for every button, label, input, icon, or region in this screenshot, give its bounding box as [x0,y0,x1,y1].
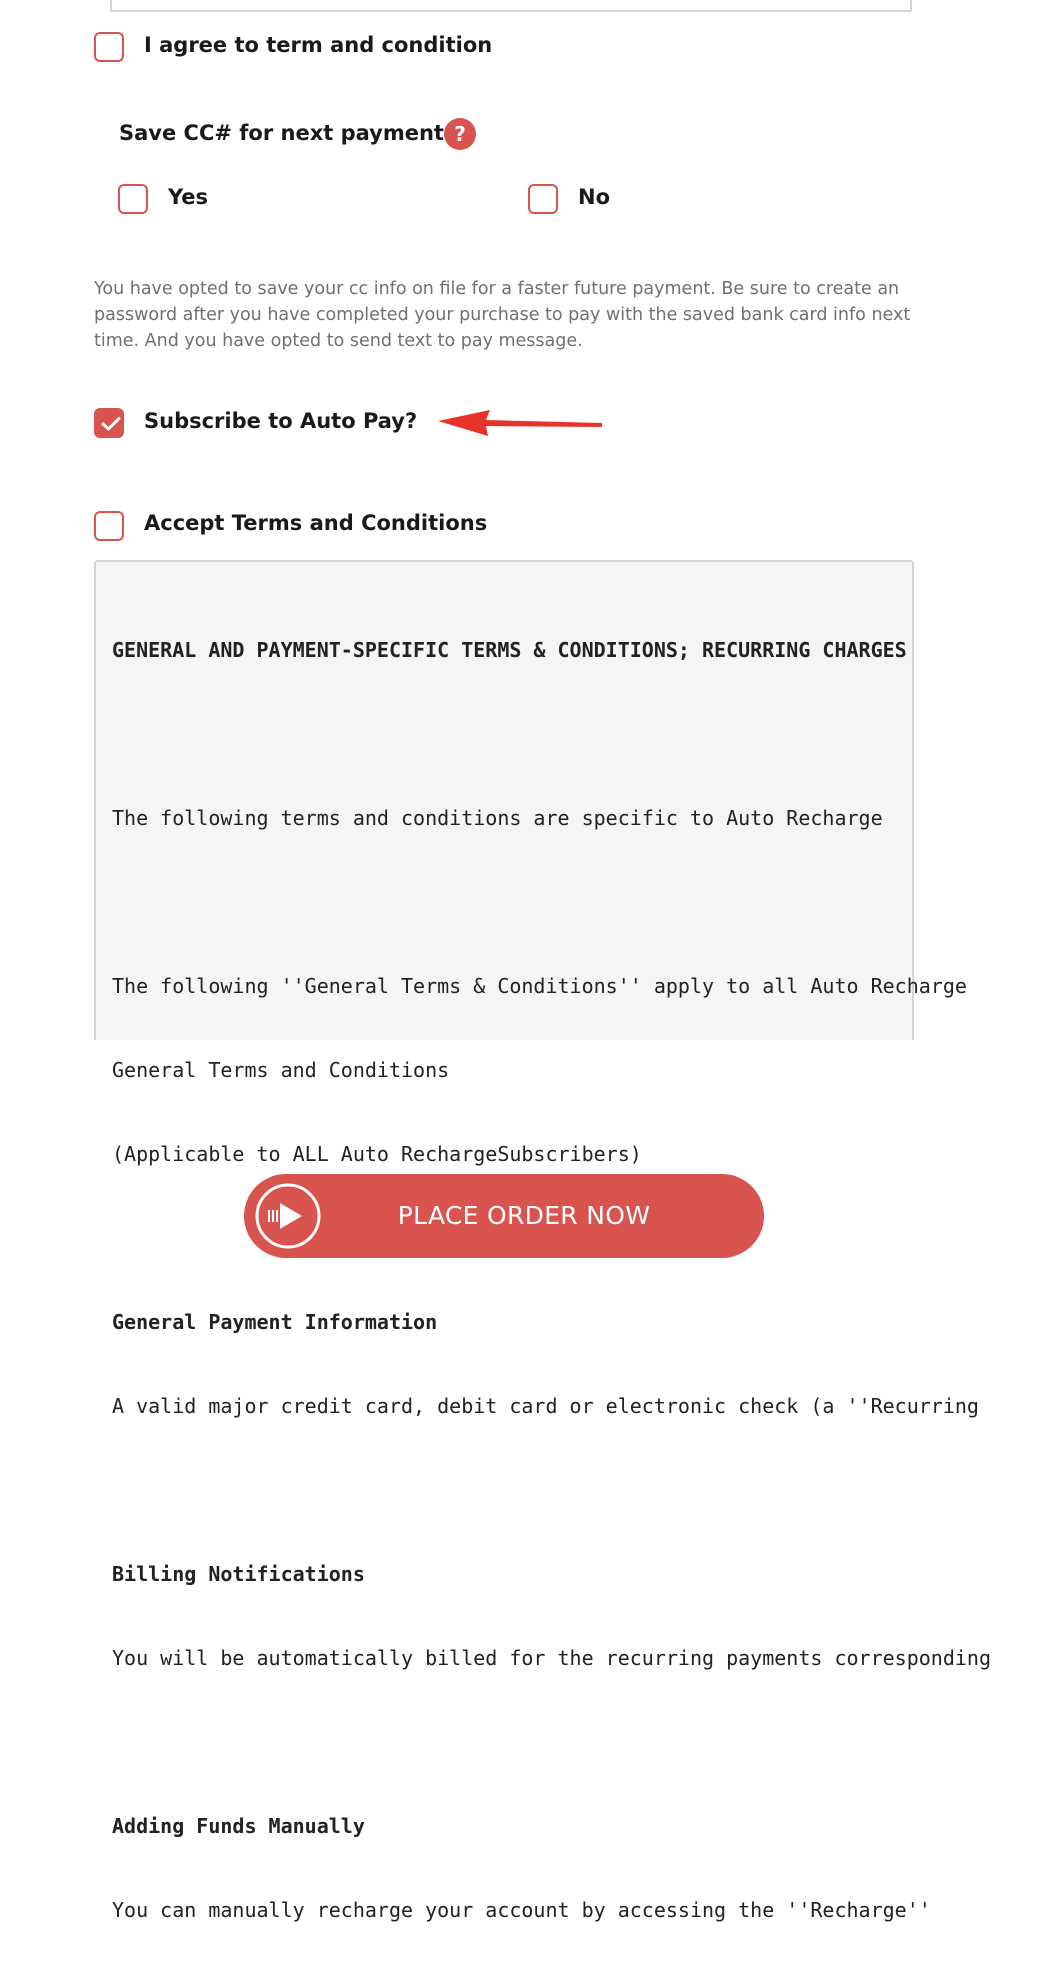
save-cc-yes-checkbox[interactable] [118,184,148,214]
terms-payment-info-text: A valid major credit card, debit card or electronic check (a ''Recurring [112,1394,979,1418]
terms-billing-heading: Billing Notifications [112,1562,365,1586]
place-order-button[interactable] [244,1174,764,1258]
auto-pay-label: Subscribe to Auto Pay? [144,409,418,433]
accept-terms-checkbox[interactable] [94,511,124,541]
terms-adding-text: You can manually recharge your account by accessing the ''Recharge'' [112,1898,931,1922]
checkmark-icon [101,416,121,432]
save-cc-info-message: You have opted to save your cc info on file for a faster future payment. Be sure to create an password after you have completed your purchase to pay with the saved bank card info next time. And you have opted to send text to pay message. [94,279,911,351]
save-cc-no-label: No [578,185,611,209]
terms-applicable: (Applicable to ALL Auto RechargeSubscribers) [112,1142,642,1166]
terms-content [112,580,991,1980]
previous-input-box [110,0,912,12]
terms-general-apply: The following ''General Terms & Conditions'' apply to all Auto Recharge [112,974,967,998]
accept-terms-label: Accept Terms and Conditions [144,511,488,535]
terms-adding-heading: Adding Funds Manually [112,1814,365,1838]
annotation-arrow-icon [430,406,610,438]
place-order-label: PLACE ORDER NOW [397,1201,651,1230]
terms-billing-text: You will be automatically billed for the recurring payments corresponding [112,1646,991,1670]
help-icon[interactable]: ? [444,118,476,150]
auto-pay-checkbox[interactable] [94,408,124,438]
terms-general-title: General Terms and Conditions [112,1058,450,1082]
agree-terms-label: I agree to term and condition [144,33,493,57]
agree-terms-checkbox[interactable] [94,32,124,62]
save-cc-title: Save CC# for next payment [119,121,444,145]
save-cc-no-checkbox[interactable] [528,184,558,214]
play-icon [254,1182,322,1250]
save-cc-yes-label: Yes [168,185,209,209]
terms-payment-info-heading: General Payment Information [112,1310,438,1334]
terms-heading: GENERAL AND PAYMENT-SPECIFIC TERMS & CONDITIONS; RECURRING CHARGES [112,638,907,662]
terms-intro: The following terms and conditions are specific to Auto Recharge [112,806,883,830]
